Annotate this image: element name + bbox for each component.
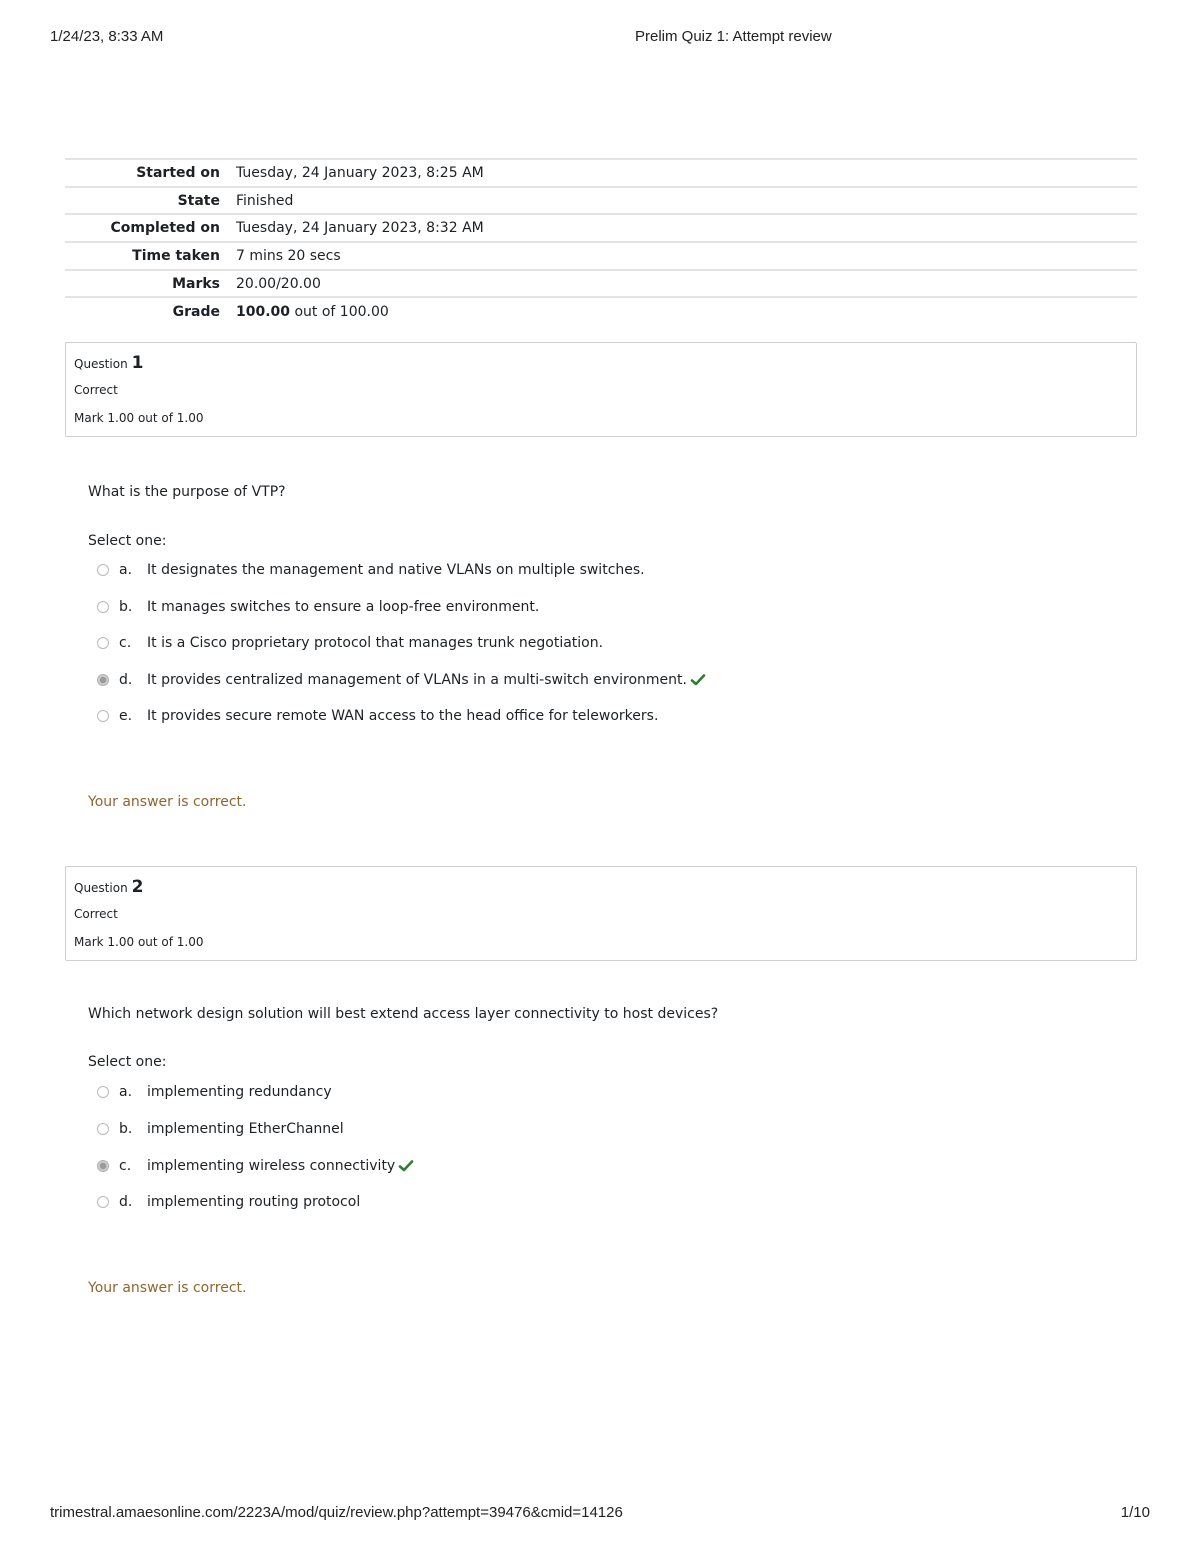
radio-button-checked[interactable] <box>97 1160 109 1172</box>
question-mark: Mark 1.00 out of 1.00 <box>74 935 204 949</box>
answer-option[interactable] <box>97 559 645 581</box>
answer-letter: b. <box>119 1121 133 1137</box>
answer-text: implementing wireless connectivity <box>147 1158 396 1174</box>
radio-button[interactable] <box>97 1196 109 1208</box>
answer-text: It designates the management and native VLANs on multiple switches. <box>147 562 645 578</box>
radio-button[interactable] <box>97 1123 109 1135</box>
question-label: Question <box>74 881 128 895</box>
radio-button-checked[interactable] <box>97 674 109 686</box>
radio-button[interactable] <box>97 564 109 576</box>
answer-letter: c. <box>119 635 132 651</box>
page-number: 1/10 <box>1120 1504 1150 1521</box>
answer-text: implementing EtherChannel <box>147 1121 344 1137</box>
question-number <box>74 877 144 897</box>
answer-option[interactable] <box>97 1081 332 1103</box>
grade-score: 100.00 <box>236 303 291 320</box>
summary-label: Started on <box>136 164 220 181</box>
question-text: Which network design solution will best extend access layer connectivity to host devices? <box>88 1006 719 1022</box>
answer-letter: a. <box>119 1084 133 1100</box>
summary-row-started <box>65 159 1137 187</box>
answer-option-selected[interactable] <box>97 1155 414 1177</box>
answer-text: implementing routing protocol <box>147 1194 361 1210</box>
summary-label: Grade <box>172 303 220 320</box>
question-info-box <box>65 866 1137 961</box>
answer-feedback: Your answer is correct. <box>88 794 247 810</box>
answer-option[interactable] <box>97 632 603 654</box>
radio-button[interactable] <box>97 1086 109 1098</box>
answer-text: It is a Cisco proprietary protocol that manages trunk negotiation. <box>147 635 604 651</box>
answer-option[interactable] <box>97 596 539 618</box>
print-footer <box>50 1504 1150 1524</box>
print-date: 1/24/23, 8:33 AM <box>50 28 164 45</box>
select-one-prompt: Select one: <box>88 533 167 549</box>
radio-button[interactable] <box>97 601 109 613</box>
radio-button[interactable] <box>97 710 109 722</box>
summary-row-state <box>65 187 1137 215</box>
answer-option[interactable] <box>97 1118 344 1140</box>
answer-feedback: Your answer is correct. <box>88 1280 247 1296</box>
question-info-box <box>65 342 1137 437</box>
summary-row-grade <box>65 297 1137 325</box>
radio-button[interactable] <box>97 637 109 649</box>
answer-letter: e. <box>119 708 133 724</box>
summary-value: Tuesday, 24 January 2023, 8:25 AM <box>236 164 484 181</box>
summary-label: Completed on <box>110 220 220 237</box>
summary-value: 7 mins 20 secs <box>236 247 341 264</box>
answer-option-selected[interactable] <box>97 669 706 691</box>
grade-out-of: out of 100.00 <box>294 303 389 320</box>
question-state: Correct <box>74 383 118 397</box>
answer-letter: d. <box>119 672 133 688</box>
correct-check-icon <box>398 1158 414 1174</box>
answer-letter: b. <box>119 599 133 615</box>
attempt-summary-table <box>65 158 1137 325</box>
answer-option[interactable] <box>97 1191 360 1213</box>
question-mark: Mark 1.00 out of 1.00 <box>74 411 204 425</box>
summary-label: Time taken <box>132 247 220 264</box>
summary-row-marks <box>65 270 1137 298</box>
question-number-value: 1 <box>131 353 144 373</box>
print-header <box>50 28 1150 48</box>
correct-check-icon <box>690 672 706 688</box>
question-state: Correct <box>74 907 118 921</box>
question-number-value: 2 <box>131 877 144 897</box>
select-one-prompt: Select one: <box>88 1054 167 1070</box>
summary-label: Marks <box>172 275 220 292</box>
page-url: trimestral.amaesonline.com/2223A/mod/quiz/review.php?attempt=39476&cmid=14126 <box>50 1504 623 1521</box>
question-text: What is the purpose of VTP? <box>88 484 286 500</box>
summary-value: Finished <box>236 192 294 209</box>
question-number <box>74 353 144 373</box>
answer-text: implementing redundancy <box>147 1084 332 1100</box>
answer-text: It provides secure remote WAN access to the head office for teleworkers. <box>147 708 659 724</box>
answer-text: It manages switches to ensure a loop-free environment. <box>147 599 540 615</box>
answer-letter: a. <box>119 562 133 578</box>
summary-row-completed <box>65 214 1137 242</box>
summary-row-time-taken <box>65 242 1137 270</box>
question-label: Question <box>74 357 128 371</box>
summary-label: State <box>177 192 220 209</box>
answer-text: It provides centralized management of VLANs in a multi-switch environment. <box>147 672 687 688</box>
print-title: Prelim Quiz 1: Attempt review <box>635 28 832 45</box>
summary-value: Tuesday, 24 January 2023, 8:32 AM <box>236 220 484 237</box>
summary-value <box>236 297 1137 325</box>
answer-option[interactable] <box>97 705 658 727</box>
answer-letter: d. <box>119 1194 133 1210</box>
summary-value: 20.00/20.00 <box>236 275 321 292</box>
answer-letter: c. <box>119 1158 132 1174</box>
